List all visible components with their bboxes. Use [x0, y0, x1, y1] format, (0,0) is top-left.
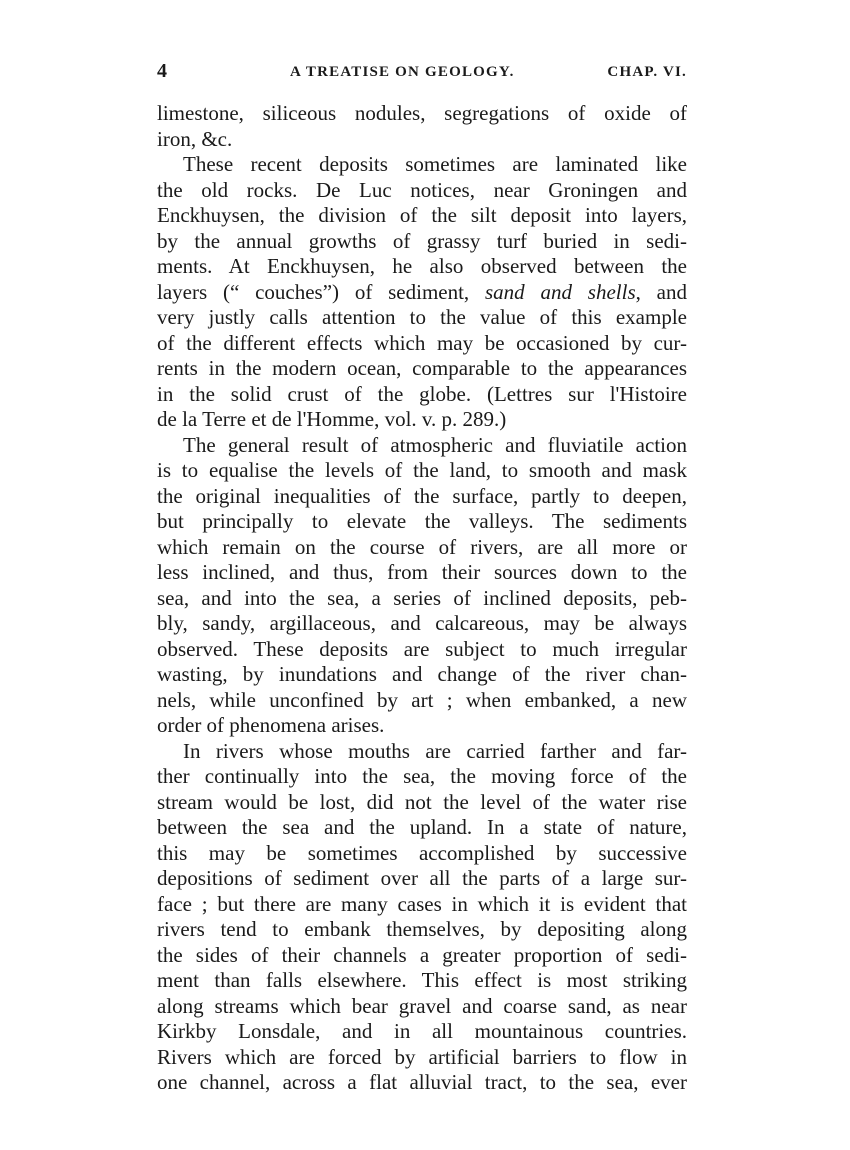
text-line: ments. At Enckhuysen, he also observed between the — [157, 254, 687, 278]
text-line: by the annual growths of grassy turf buried in sedi- — [157, 228, 687, 253]
text-line: depositions of sediment over all the parts of a large sur- — [157, 866, 687, 890]
text-line: of the different effects which may be occasioned by cur- — [157, 330, 687, 355]
text-line: In rivers whose mouths are carried farther and far- — [183, 738, 687, 763]
text-line: The general result of atmospheric and fluviatile action — [183, 432, 687, 457]
text-line: the original inequalities of the surface, partly to deepen, — [157, 483, 687, 508]
text-line: very justly calls attention to the value of this example — [157, 305, 687, 329]
text-line — [157, 280, 687, 306]
text-line: stream would be lost, did not the level of the water rise — [157, 789, 687, 814]
text-line: between the sea and the upland. In a state of nature, — [157, 815, 687, 839]
text-line: in the solid crust of the globe. (Lettres sur l'Histoire — [157, 381, 687, 406]
text-line: wasting, by inundations and change of the river chan- — [157, 662, 687, 686]
text-line: is to equalise the levels of the land, to smooth and mask — [157, 458, 687, 482]
text-line: nels, while unconfined by art ; when embanked, a new — [157, 687, 687, 712]
text-line: along streams which bear gravel and coarse sand, as near — [157, 993, 687, 1018]
text-line: face ; but there are many cases in which it is evident that — [157, 891, 687, 916]
text-line: but principally to elevate the valleys. The sediments — [157, 509, 687, 533]
text-line: order of phenomena arises. — [157, 713, 385, 737]
text-line: one channel, across a flat alluvial tract, to the sea, ever — [157, 1070, 687, 1094]
text-line: ther continually into the sea, the moving force of the — [157, 764, 687, 788]
text-line: Rivers which are forced by artificial barriers to flow in — [157, 1044, 687, 1069]
text-line: Enckhuysen, the division of the silt deposit into layers, — [157, 203, 687, 227]
text-line: the sides of their channels a greater proportion of sedi- — [157, 942, 687, 967]
text-segment: layers (“ couches”) of sediment, — [157, 279, 485, 304]
text-line: rents in the modern ocean, comparable to the appearances — [157, 356, 687, 380]
text-line: sea, and into the sea, a series of inclined deposits, peb- — [157, 585, 687, 610]
text-line: limestone, siliceous nodules, segregations of oxide of — [157, 101, 687, 125]
chapter-label: CHAP. VI. — [607, 64, 687, 80]
text-line: bly, sandy, argillaceous, and calcareous, may be always — [157, 611, 687, 635]
running-head — [157, 60, 687, 88]
text-line: the old rocks. De Luc notices, near Groningen and — [157, 177, 687, 202]
text-line: ment than falls elsewhere. This effect is most striking — [157, 968, 687, 992]
text-line: iron, &c. — [157, 126, 233, 151]
book-title: A TREATISE ON GEOLOGY. — [290, 64, 515, 80]
text-line: rivers tend to embank themselves, by depositing along — [157, 917, 687, 941]
text-line: observed. These deposits are subject to much irregular — [157, 636, 687, 661]
page-number: 4 — [157, 60, 167, 82]
text-line: Kirkby Lonsdale, and in all mountainous countries. — [157, 1019, 687, 1043]
text-line: These recent deposits sometimes are laminated like — [183, 152, 687, 176]
text-line: less inclined, and thus, from their sources down to the — [157, 560, 687, 584]
text-segment: , and — [635, 279, 688, 304]
text-line: this may be sometimes accomplished by successive — [157, 840, 687, 865]
body-text — [157, 101, 687, 1096]
italic-text: sand and shells — [485, 279, 636, 304]
text-line: de la Terre et de l'Homme, vol. v. p. 289.) — [157, 407, 507, 431]
text-line: which remain on the course of rivers, are all more or — [157, 534, 687, 559]
